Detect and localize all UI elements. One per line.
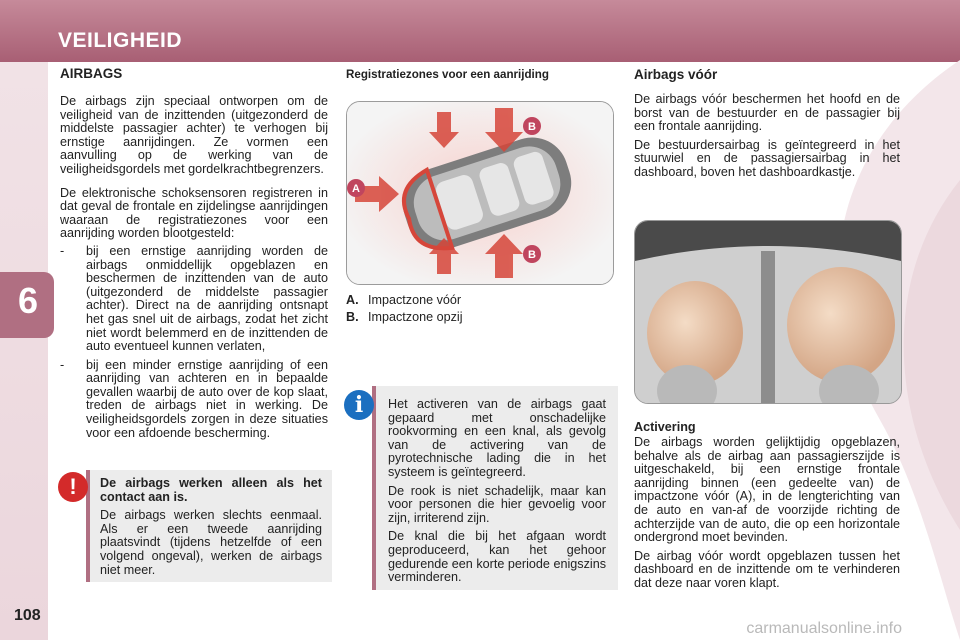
warning-title: De airbags werken alleen als het contact aan is. [100,476,322,504]
car-top-view-illustration [347,102,613,284]
info-paragraph: De knal die bij het afgaan wordt geproduceerd, kan het gehoor gedurende een korte periode enigszins verminderen. [388,529,606,585]
warning-icon: ! [58,472,88,502]
airbags-sensors: De elektronische schoksensoren registreren in dat geval de frontale en zijdelingse aanrijdingen waaraan de registratiezones voor een aanrijding worden blootgesteld: [60,185,328,241]
impact-zone-diagram [346,101,614,285]
airbags-bullets [60,245,328,440]
info-paragraph: Het activeren van de airbags gaat gepaard met onschadelijke rookvorming en een knal, als gevolg van de activering van de pyrotechnische lading die in het systeem is geïntegreerd. [388,397,606,479]
svg-text:B: B [528,121,536,133]
activering-body [634,436,900,601]
airbags-heading: AIRBAGS [60,66,123,81]
passenger-airbag [787,267,895,383]
activering-last: De airbag vóór wordt opgeblazen tussen het dashboard en de inzittende om te verhinderen dat deze naar voren klapt. [634,548,900,590]
front-airbags-body [634,93,900,190]
front-airbags-heading: Airbags vóór [634,67,718,82]
svg-text:A: A [352,183,360,195]
warning-text [100,477,322,582]
list-item: A. Impactzone vóór [346,293,462,307]
info-text [388,398,606,590]
warning-body: De airbags werken slechts eenmaal. Als er een tweede aanrijding plaatsvindt (tijdens hetzelfde of een volgend ongeval), werken de airbags niet meer. [100,508,322,577]
airbags-intro: De airbags zijn speciaal ontworpen om de veiligheid van de inzittenden (uitgezonderd de middelste passagier achter) te verhogen bij ernstige aanrijdingen. Ze vormen een aanvulling op de werking van de veiligheidsgordels met gordelkrachtbegrenzers. [60,94,328,176]
airbags-body [60,95,328,445]
airbag-deployment-photo [634,220,902,404]
page-number: 108 [14,607,41,624]
activering-heading: Activering [634,420,696,434]
chapter-number: 6 [17,280,39,321]
list-item: - bij een minder ernstige aanrijding of een aanrijding van achteren en in bepaalde gevallen waarbij de auto over de kop slaat, treden de airbags niet in werking. De veiligheidsgordels zorgen in deze situaties voor een afdoende bescherming. [60,359,328,441]
zones-heading: Registratiezones voor een aanrijding [346,68,549,81]
zone-legend [346,292,463,326]
page-title: VEILIGHEID [58,29,183,52]
watermark: carmanualsonline.info [746,620,902,637]
list-item: B. Impactzone opzij [346,310,463,324]
list-item: - bij een ernstige aanrijding worden de airbags onmiddellijk opgeblazen en beschermen de inzittenden van de auto (uitgezonderd de middelste passagier achter). Direct na de aanrijding ontsnapt het gas snel uit de airbags, zodat het zicht niet wordt belemmerd en de inzittenden de auto eventueel kunnen verlaten, [60,245,328,354]
front-paragraph: De airbags vóór beschermen het hoofd en de borst van de bestuurder en de passagier bij een frontale aanrijding. [634,92,900,134]
activering-text: De airbags worden gelijktijdig opgeblazen, behalve als de airbag aan passagierszijde is uitgeschakeld, bij een ernstige frontale aanrijding binnen (een gedeelte van) de impactzone vóór (A), in de lengterichting van de auto en van-af de voorzijde richting de achterzijde van de auto, die op een horizontale ondergrond moet bevinden. [634,435,900,545]
info-icon: i [344,390,374,420]
left-margin-strip [0,62,48,640]
info-paragraph: De rook is niet schadelijk, maar kan voor personen die hier gevoelig voor zijn, irriterend zijn. [388,483,606,525]
front-paragraph: De bestuurdersairbag is geïntegreerd in het stuurwiel en de passagiersairbag in het dashboard, boven het dashboardkastje. [634,137,900,179]
svg-text:B: B [528,249,536,261]
